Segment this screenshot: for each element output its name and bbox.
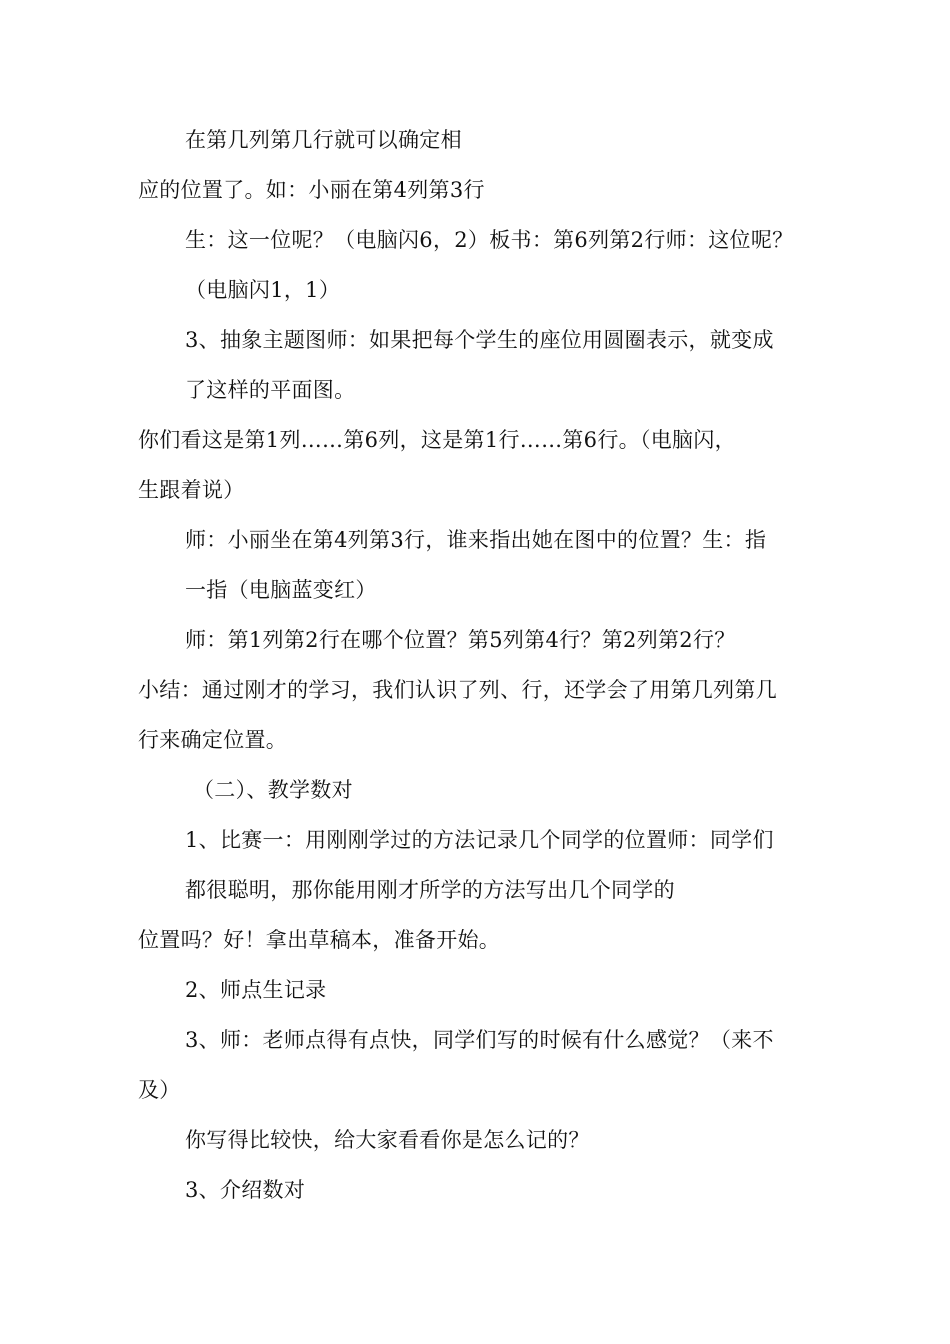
section-heading: （二）、教学数对 xyxy=(193,778,353,802)
text-line-12: 小结：通过刚才的学习，我们认识了列、行，还学会了用第几列第几 xyxy=(138,678,777,702)
text-line-4: （电脑闪1，1） xyxy=(185,278,341,302)
text-line-22: 3、介绍数对 xyxy=(185,1178,306,1202)
text-line-2: 应的位置了。如：小丽在第4列第3行 xyxy=(138,178,485,202)
text-line-16: 都很聪明，那你能用刚才所学的方法写出几个同学的 xyxy=(185,878,675,902)
text-line-1: 在第几列第几行就可以确定相 xyxy=(185,128,462,152)
text-line-3: 生：这一位呢？（电脑闪6，2）板书：第6列第2行师：这位呢？ xyxy=(185,228,794,252)
text-line-18: 2、师点生记录 xyxy=(185,978,327,1002)
text-line-19: 3、师：老师点得有点快，同学们写的时候有什么感觉？（来不 xyxy=(185,1028,774,1052)
text-line-13: 行来确定位置。 xyxy=(138,728,288,752)
text-line-20: 及） xyxy=(138,1078,181,1102)
text-line-5: 3、抽象主题图师：如果把每个学生的座位用圆圈表示，就变成 xyxy=(185,328,774,352)
text-line-6: 了这样的平面图。 xyxy=(185,378,356,402)
text-line-8: 生跟着说） xyxy=(138,478,245,502)
text-line-11: 师：第1列第2行在哪个位置？第5列第4行？第2列第2行？ xyxy=(185,628,736,652)
text-line-9: 师：小丽坐在第4列第3行，谁来指出她在图中的位置？生：指 xyxy=(185,528,767,552)
text-line-15: 1、比赛一：用刚刚学过的方法记录几个同学的位置师：同学们 xyxy=(185,828,774,852)
text-line-7: 你们看这是第1列……第6列，这是第1行……第6行。（电脑闪， xyxy=(138,428,736,452)
text-line-17: 位置吗？好！拿出草稿本，准备开始。 xyxy=(138,928,501,952)
text-line-10: 一指（电脑蓝变红） xyxy=(185,578,377,602)
text-line-21: 你写得比较快，给大家看看你是怎么记的？ xyxy=(185,1128,590,1152)
